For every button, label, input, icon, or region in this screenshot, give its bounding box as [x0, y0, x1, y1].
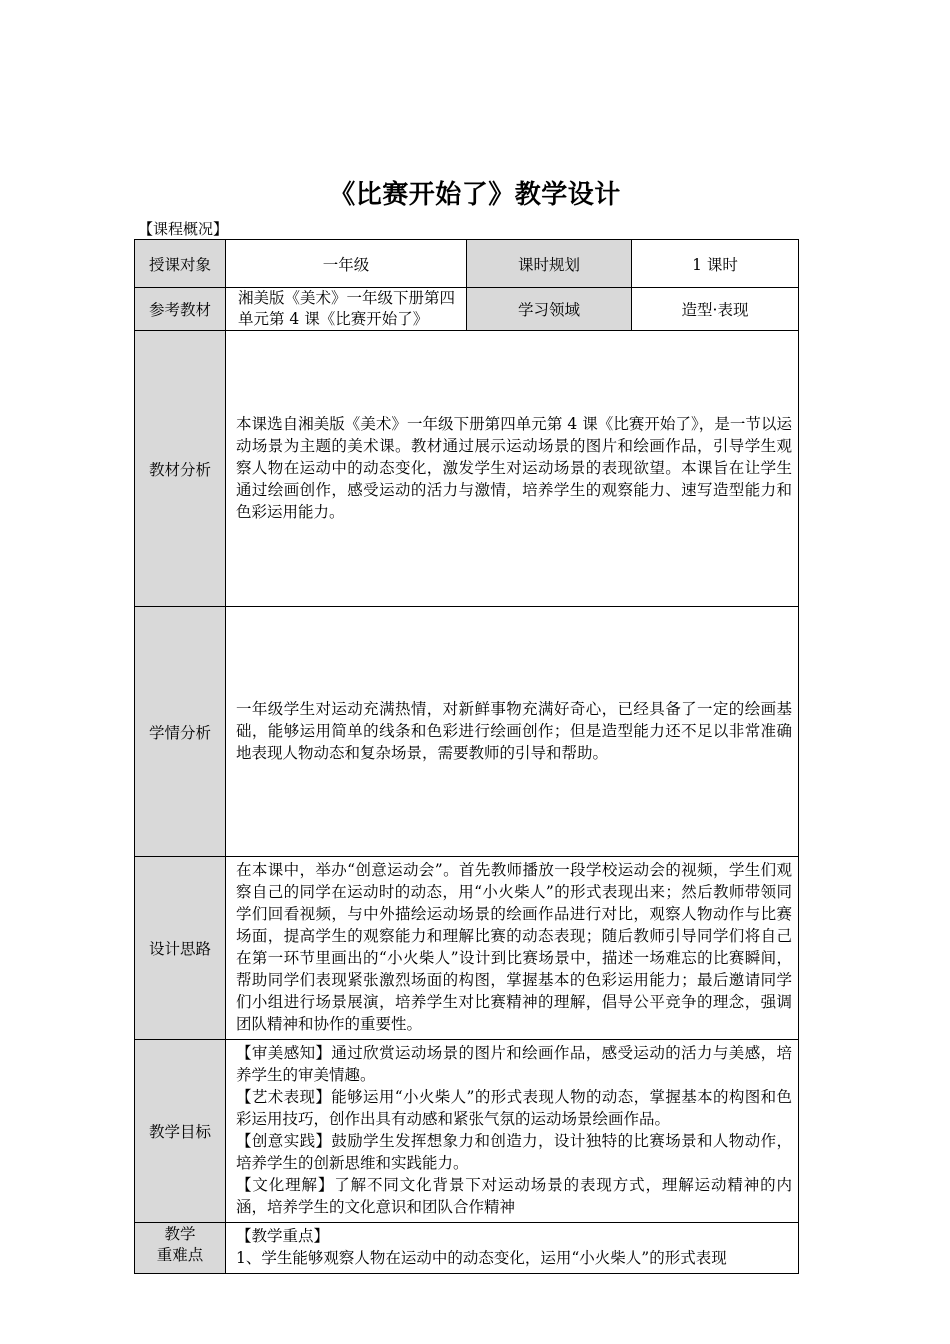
student-analysis-label: 学情分析 [135, 607, 226, 857]
key-points-content [226, 1223, 799, 1274]
teaching-goals-label: 教学目标 [135, 1040, 226, 1223]
domain-label: 学习领域 [467, 288, 632, 331]
goal-cultural-understanding: 【文化理解】了解不同文化背景下对运动场景的表现方式，理解运动精神的内涵，培养学生的文化意识和团队合作精神 [236, 1176, 792, 1216]
material-analysis-text: 本课选自湘美版《美术》一年级下册第四单元第 4 课《比赛开始了》，是一节以运动场景为主题的美术课。教材通过展示运动场景的图片和绘画作品，引导学生观察人物在运动中的动态变化，激发学生对运动场景的表现欲望。本课旨在让学生通过绘画创作，感受运动的活力与激情，培养学生的观察能力、速写造型能力和色彩运用能力。 [226, 331, 799, 607]
row-design-idea [135, 857, 799, 1040]
page-title: 《比赛开始了》教学设计 [329, 180, 621, 210]
design-idea-label: 设计思路 [135, 857, 226, 1040]
design-idea-text: 在本课中，举办“创意运动会”。首先教师播放一段学校运动会的视频，学生们观察自己的同学在运动时的动态，用“小火柴人”的形式表现出来；然后教师带领同学们回看视频，与中外描绘运动场景的绘画作品进行对比，观察人物动作与比赛场面，提高学生的观察能力和理解比赛的动态表现；随后教师引导同学们将自己在第一环节里画出的“小火柴人”设计到比赛场景中，描述一场难忘的比赛瞬间，帮助同学们表现紧张激烈场面的构图，掌握基本的色彩运用能力；最后邀请同学们小组进行场景展演，培养学生对比赛精神的理解，倡导公平竞争的理念，强调团队精神和协作的重要性。 [226, 857, 799, 1040]
key-points-label-line1: 教学 [164, 1225, 196, 1243]
lesson-plan-table [134, 239, 799, 1274]
section-label-course-overview: 【课程概况】 [138, 220, 229, 238]
row-teaching-goals [135, 1040, 799, 1223]
audience-label: 授课对象 [135, 240, 226, 288]
audience-value: 一年级 [226, 240, 467, 288]
textbook-value: 湘美版《美术》一年级下册第四单元第 4 课《比赛开始了》 [226, 288, 467, 331]
hours-label: 课时规划 [467, 240, 632, 288]
key-point-item-1: 1、学生能够观察人物在运动中的动态变化，运用“小火柴人”的形式表现 [236, 1249, 727, 1267]
goal-aesthetic: 【审美感知】通过欣赏运动场景的图片和绘画作品，感受运动的活力与美感，培养学生的审美情趣。 [236, 1044, 792, 1084]
row-key-points [135, 1223, 799, 1274]
key-points-label [135, 1223, 226, 1274]
row-textbook-domain [135, 288, 799, 331]
teaching-goals-list [226, 1040, 799, 1223]
row-audience-hours [135, 240, 799, 288]
material-analysis-label: 教材分析 [135, 331, 226, 607]
student-analysis-text: 一年级学生对运动充满热情，对新鲜事物充满好奇心，已经具备了一定的绘画基础，能够运用简单的线条和色彩进行绘画创作；但是造型能力还不足以非常准确地表现人物动态和复杂场景，需要教师的引导和帮助。 [226, 607, 799, 857]
goal-creative-practice: 【创意实践】鼓励学生发挥想象力和创造力，设计独特的比赛场景和人物动作，培养学生的创新思维和实践能力。 [236, 1132, 792, 1172]
hours-value: 1 课时 [632, 240, 799, 288]
textbook-label: 参考教材 [135, 288, 226, 331]
domain-value: 造型·表现 [632, 288, 799, 331]
key-points-heading: 【教学重点】 [236, 1227, 330, 1245]
goal-artistic-expression: 【艺术表现】能够运用“小火柴人”的形式表现人物的动态，掌握基本的构图和色彩运用技巧，创作出具有动感和紧张气氛的运动场景绘画作品。 [236, 1088, 792, 1128]
key-points-label-line2: 重难点 [156, 1246, 204, 1264]
row-student-analysis [135, 607, 799, 857]
row-material-analysis [135, 331, 799, 607]
